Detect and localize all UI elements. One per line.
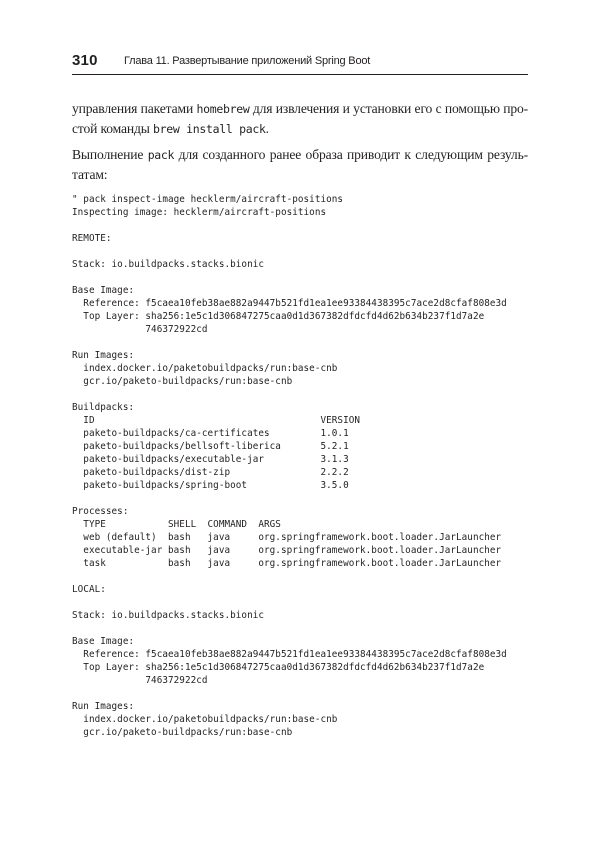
code-line: paketo-buildpacks/spring-boot 3.5.0 bbox=[72, 480, 349, 491]
code-line bbox=[72, 622, 528, 635]
code-line: LOCAL: bbox=[72, 584, 106, 595]
inline-code-homebrew: homebrew bbox=[196, 102, 250, 116]
paragraph-line bbox=[72, 165, 528, 185]
code-line: Top Layer: sha256:1e5c1d306847275caa0d1d367382dfdcfd4d62b634b237f1d7a2e bbox=[72, 311, 485, 322]
code-line: gcr.io/paketo-buildpacks/run:base-cnb bbox=[72, 376, 293, 387]
code-line bbox=[72, 271, 528, 284]
code-line: Buildpacks: bbox=[72, 402, 135, 413]
paragraph-line bbox=[72, 119, 528, 139]
code-line bbox=[72, 687, 528, 700]
code-line bbox=[72, 492, 528, 505]
code-line: Processes: bbox=[72, 506, 129, 517]
code-line: Reference: f5caea10feb38ae882a9447b521fd1ea1ee93384438395c7ace2d8cfaf808e3d bbox=[72, 649, 507, 660]
text-fragment: для извлечения и установки его с помощью про- bbox=[249, 101, 529, 116]
code-listing bbox=[72, 193, 528, 739]
code-line: Base Image: bbox=[72, 285, 135, 296]
code-line bbox=[72, 596, 528, 609]
text-fragment: управления пакетами bbox=[72, 101, 197, 116]
paragraph-pack-run bbox=[72, 145, 528, 185]
running-title: Глава 11. Развертывание приложений Spring Boot bbox=[124, 55, 371, 67]
code-line: paketo-buildpacks/dist-zip 2.2.2 bbox=[72, 467, 349, 478]
code-line: paketo-buildpacks/executable-jar 3.1.3 bbox=[72, 454, 349, 465]
paragraph-intro bbox=[72, 99, 528, 139]
code-line: Reference: f5caea10feb38ae882a9447b521fd1ea1ee93384438395c7ace2d8cfaf808e3d bbox=[72, 298, 507, 309]
text-fragment: стой команды bbox=[72, 121, 154, 136]
code-line: Run Images: bbox=[72, 350, 135, 361]
code-line: paketo-buildpacks/ca-certificates 1.0.1 bbox=[72, 428, 349, 439]
code-line: Stack: io.buildpacks.stacks.bionic bbox=[72, 259, 265, 270]
code-line: Top Layer: sha256:1e5c1d306847275caa0d1d367382dfdcfd4d62b634b237f1d7a2e bbox=[72, 662, 485, 673]
code-line: paketo-buildpacks/bellsoft-liberica 5.2.1 bbox=[72, 441, 349, 452]
text-fragment: Выполнение bbox=[72, 147, 148, 162]
code-line: gcr.io/paketo-buildpacks/run:base-cnb bbox=[72, 727, 293, 738]
page-header bbox=[72, 50, 528, 75]
code-line: 746372922cd bbox=[72, 675, 208, 686]
inline-code-pack: pack bbox=[147, 148, 175, 162]
code-line: TYPE SHELL COMMAND ARGS bbox=[72, 519, 281, 530]
paragraph-line bbox=[72, 145, 528, 165]
code-line bbox=[72, 570, 528, 583]
text-fragment: для созданного ранее образа приводит к следующим резуль- bbox=[174, 147, 528, 162]
text-fragment: . bbox=[265, 121, 269, 136]
code-line: " pack inspect-image hecklerm/aircraft-positions bbox=[72, 194, 344, 205]
code-line bbox=[72, 336, 528, 349]
code-line: ID VERSION bbox=[72, 415, 361, 426]
code-line: executable-jar bash java org.springframework.boot.loader.JarLauncher bbox=[72, 545, 502, 556]
code-line bbox=[72, 245, 528, 258]
code-line bbox=[72, 219, 528, 232]
code-line: index.docker.io/paketobuildpacks/run:base-cnb bbox=[72, 363, 338, 374]
code-line: index.docker.io/paketobuildpacks/run:base-cnb bbox=[72, 714, 338, 725]
text-fragment: татам: bbox=[72, 167, 108, 182]
code-line: Base Image: bbox=[72, 636, 135, 647]
code-line: task bash java org.springframework.boot.loader.JarLauncher bbox=[72, 558, 502, 569]
code-line: web (default) bash java org.springframework.boot.loader.JarLauncher bbox=[72, 532, 502, 543]
code-line: Inspecting image: hecklerm/aircraft-positions bbox=[72, 207, 327, 218]
inline-code-brew-install-pack: brew install pack bbox=[153, 122, 266, 136]
code-line: Run Images: bbox=[72, 701, 135, 712]
paragraph-line bbox=[72, 99, 528, 119]
code-line bbox=[72, 388, 528, 401]
code-line: 746372922cd bbox=[72, 324, 208, 335]
code-line: REMOTE: bbox=[72, 233, 112, 244]
page-number: 310 bbox=[72, 52, 98, 69]
code-line: Stack: io.buildpacks.stacks.bionic bbox=[72, 610, 265, 621]
